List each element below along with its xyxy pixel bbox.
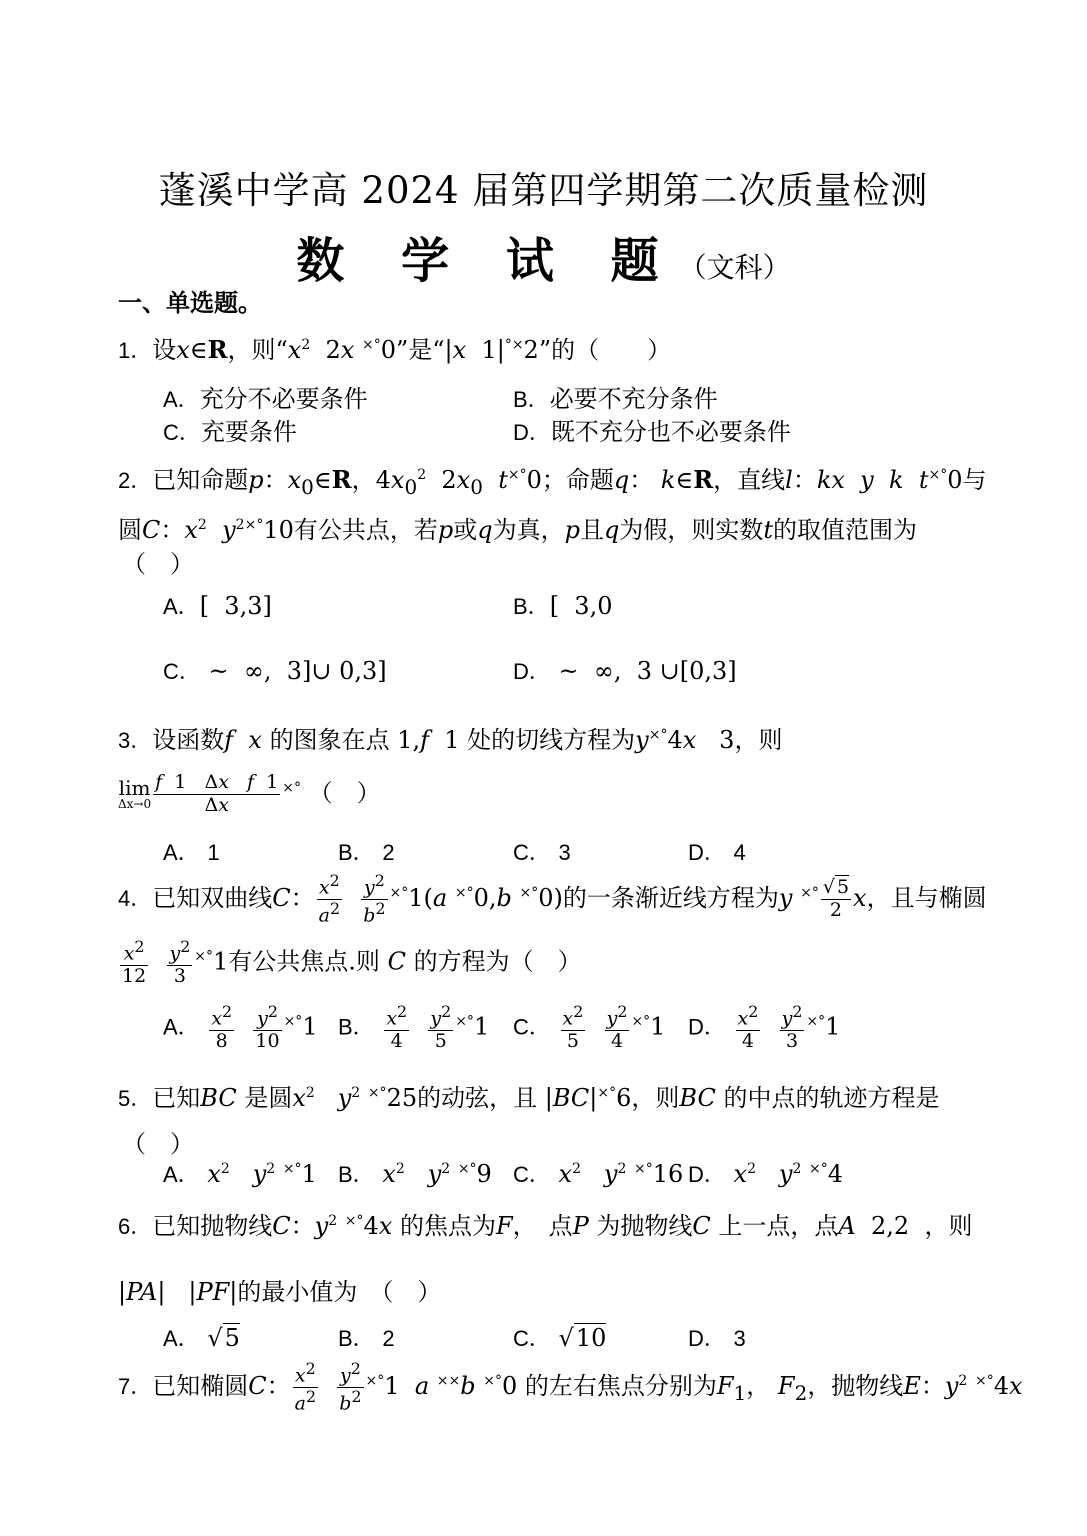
question-1: 1．设x∈R，则“$x^2$ 2x ×°0”是“|x 1|°×2”的（ ） bbox=[118, 335, 672, 364]
question-number: 1． bbox=[118, 338, 153, 363]
question-5: 5．已知BC 是圆$x^2$ $y^2$ ×°25的动弦，且 |BC|×°6，则BC 的中点的轨迹方程是 bbox=[118, 1084, 940, 1112]
limit-fraction: $\frac{\text{f 1 Δx f 1}}{\Delta x}$ bbox=[155, 771, 279, 816]
q3-option-d[interactable]: D． 4 bbox=[688, 840, 746, 865]
q1-option-d[interactable]: D．既不充分也不必要条件 bbox=[513, 418, 791, 446]
exam-subject bbox=[0, 222, 1087, 291]
question-number: 4． bbox=[118, 886, 153, 912]
question-5-paren: （ ） bbox=[122, 1130, 194, 1158]
section-heading: 一、单选题。 bbox=[118, 288, 262, 317]
q3-option-b[interactable]: B． 2 bbox=[338, 840, 395, 865]
question-6: 6．已知抛物线C：$y^2$ ×°4x 的焦点为F， 点P 为抛物线C 上一点，点A 2,2 ，则 bbox=[118, 1212, 973, 1240]
question-7: 7．已知椭圆C： $\frac{x^2}{a^2}$ $\frac{y^2}{b^2}$ ×°1 a ××b ×°0 的左右焦点分别为$F_1$， $F_2$，抛物线E：$y^2$ ×°4x bbox=[118, 1359, 1023, 1415]
question-number: 5． bbox=[118, 1086, 153, 1111]
question-number: 6． bbox=[118, 1214, 153, 1239]
q3-option-a[interactable]: A． 1 bbox=[163, 840, 220, 865]
question-number: 3． bbox=[118, 728, 153, 753]
q6-option-b[interactable]: B． 2 bbox=[338, 1326, 395, 1351]
limit-expression: lim Δx→0 bbox=[118, 776, 152, 812]
q4-option-d[interactable]: D． $\frac{x^2}{4}$ $\frac{y^2}{3}$ ×°1 bbox=[688, 1002, 841, 1053]
question-3: 3．设函数f x 的图象在点 1,f 1 处的切线方程为y×°4x 3，则 bbox=[118, 726, 783, 754]
question-4: 4．已知双曲线C： $\frac{x^2}{a^2}$ $\frac{y^2}{b^2}$ ×°1(a ×°0,b ×°0)的一条渐近线方程为y ×° $\frac{√ 5}{2}$ x，且与椭圆 bbox=[118, 871, 987, 927]
q3-option-c[interactable]: C． 3 bbox=[513, 840, 571, 865]
q2-option-b[interactable]: B．[ 3,0 bbox=[513, 592, 613, 620]
q5-option-c[interactable]: C． $x^2$ $y^2$ ×°16 bbox=[513, 1160, 684, 1188]
question-6-line-2: |PA| |PF|的最小值为 （ ） bbox=[118, 1278, 442, 1306]
q4-option-b[interactable]: B． $\frac{x^2}{4}$ $\frac{y^2}{5}$ ×°1 bbox=[338, 1002, 490, 1053]
subject-note: （文科） bbox=[678, 251, 791, 284]
subject-title: 数 学 试 题 bbox=[296, 233, 679, 289]
question-4-line-2: $\frac{x^2}{12}$ $\frac{y^2}{3}$ ×°1有公共焦点.则 C 的方程为（ ） bbox=[122, 937, 582, 988]
q4-option-c[interactable]: C． $\frac{x^2}{5}$ $\frac{y^2}{4}$ ×°1 bbox=[513, 1002, 666, 1053]
question-number: 2． bbox=[118, 468, 153, 493]
q5-option-b[interactable]: B． $x^2$ $y^2$ ×°9 bbox=[338, 1160, 492, 1188]
q1-option-b[interactable]: B．必要不充分条件 bbox=[513, 385, 718, 413]
exam-title: 蓬溪中学高 2024 届第四学期第二次质量检测 bbox=[158, 169, 929, 212]
question-2-line-2: 圆C：$x^2$ $y^{2\times^\circ}10$有公共点，若p或q为真，p且q为假，则实数t的取值范围为 bbox=[118, 516, 918, 544]
q5-option-a[interactable]: A． $x^2$ $y^2$ ×°1 bbox=[163, 1160, 317, 1188]
q2-option-d[interactable]: D． ~ ∞, 3 ∪[0,3] bbox=[513, 657, 737, 685]
q6-option-a[interactable]: A． √5 bbox=[163, 1324, 240, 1352]
q1-option-a[interactable]: A．充分不必要条件 bbox=[163, 385, 368, 413]
q5-option-d[interactable]: D． $x^2$ $y^2$ ×°4 bbox=[688, 1160, 844, 1188]
question-2-paren: （ ） bbox=[122, 550, 194, 578]
question-number: 7． bbox=[118, 1374, 153, 1400]
q1-option-c[interactable]: C．充要条件 bbox=[163, 418, 297, 446]
question-3-limit: lim Δx→0 $\frac{\text{f 1 Δx f 1}}{\Delta x}$ ×° （ ） bbox=[118, 771, 381, 816]
q6-option-d[interactable]: D． 3 bbox=[688, 1326, 746, 1351]
q2-option-a[interactable]: A．[ 3,3] bbox=[163, 592, 272, 620]
question-2: 2．已知命题p：$x_0\in R$，$4x_0^2$ $2x_0$ t×°0；命题q： k∈R，直线l：kx y k t×°0与 bbox=[118, 465, 987, 499]
q4-option-a[interactable]: A． $\frac{x^2}{8}$ $\frac{y^2}{10}$ ×°1 bbox=[163, 1002, 318, 1053]
q2-option-c[interactable]: C． ~ ∞, 3]∪ 0,3] bbox=[163, 657, 387, 685]
q6-option-c[interactable]: C． √10 bbox=[513, 1324, 607, 1352]
